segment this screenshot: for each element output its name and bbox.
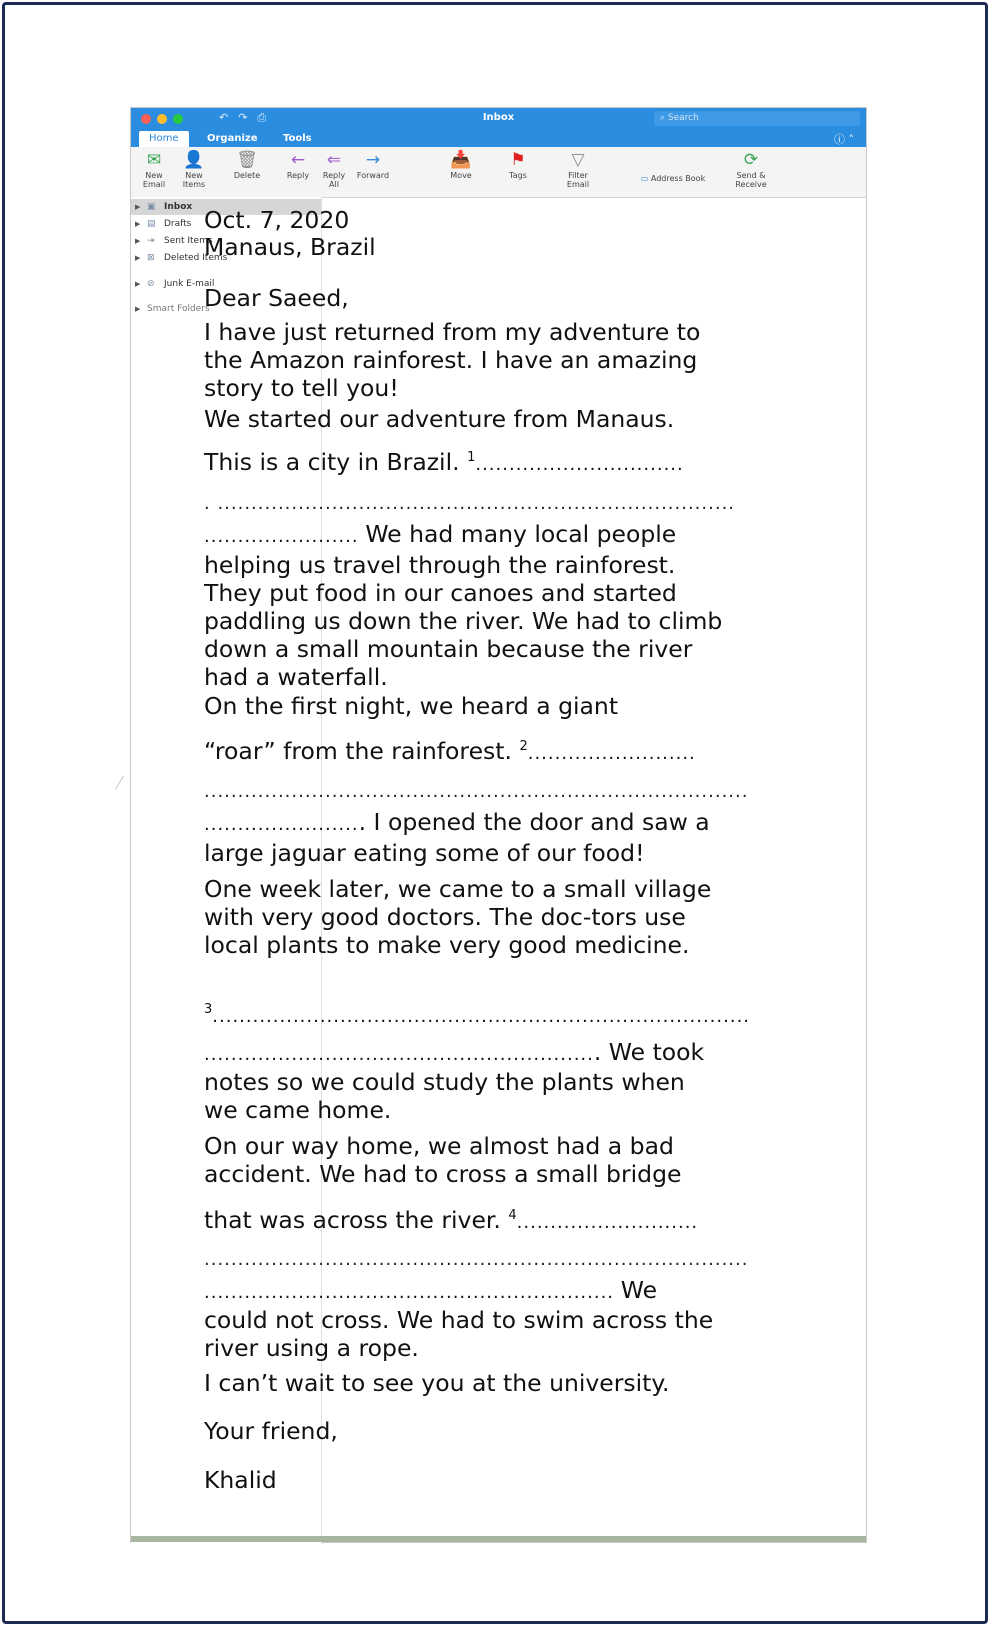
paragraph-12: I can’t wait to see you at the university. (204, 1369, 670, 1397)
paragraph-2: We started our adventure from Manaus. (204, 405, 675, 433)
tab-organize[interactable]: Organize (207, 133, 258, 144)
sent-icon: ⇥ (147, 236, 155, 246)
expand-arrow-icon[interactable]: ▶ (135, 237, 141, 245)
expand-arrow-icon[interactable]: ▶ (135, 203, 141, 211)
reply-all-button[interactable]: ⇐ Reply All (319, 149, 349, 189)
new-email-icon: ✉ (146, 150, 162, 170)
address-book-icon: ▭ (640, 174, 651, 183)
filter-email-button[interactable]: ▽ Filter Email (561, 149, 595, 189)
sidebar-item-smart-folders[interactable]: ▶ Smart Folders (131, 301, 321, 317)
paragraph-7: One week later, we came to a small village with very good doctors. The doc-tors use local plants to make very good medicine. (204, 875, 712, 959)
paragraph-5b: “roar” from the rainforest. $^2$......................... (204, 736, 696, 765)
window-title: Inbox (482, 112, 515, 123)
delete-button[interactable]: 🗑 Delete (229, 149, 265, 180)
filter-icon: ▽ (571, 150, 585, 170)
move-icon: 📥 (450, 150, 472, 170)
paragraph-4: ....................... We had many local people helping us travel through the rainforest. They put food in our canoes and started paddling us down the river. We had to climb down a small mountain because the river had a waterfall. (204, 520, 723, 691)
paragraph-3: This is a city in Brazil. $^1$............................... (204, 447, 684, 476)
paragraph-11: ............................................................. We (204, 1276, 658, 1304)
drafts-icon: ▤ (147, 219, 156, 229)
sidebar-item-deleted[interactable]: ▶ ⊠ Deleted Items (131, 250, 321, 266)
trash-icon: 🗑 (236, 150, 258, 170)
send-receive-icon: ⟳ (743, 150, 759, 170)
expand-arrow-icon[interactable]: ▶ (135, 280, 141, 288)
blank-number-4: 4 (508, 1208, 517, 1223)
forward-icon: → (365, 150, 381, 170)
blank-number-2: 2 (519, 739, 528, 754)
sidebar-item-junk[interactable]: ▶ ⊘ Junk E-mail (131, 276, 321, 292)
undo-redo-print-icons[interactable]: ↶↷⎙ (219, 111, 277, 124)
paragraph-8-number: $^3$................................................................................ (204, 1002, 751, 1027)
paragraph-6: ........................ I opened the door and saw a large jaguar eating some of our food! (204, 808, 710, 867)
search-icon: ⌕ (660, 113, 668, 123)
blank-line-2[interactable]: ................................................................................. (204, 781, 749, 802)
paragraph-5a: On the first night, we heard a giant (204, 692, 619, 720)
expand-arrow-icon[interactable]: ▶ (135, 254, 141, 262)
deleted-icon: ⊠ (147, 253, 155, 263)
paragraph-8: ........................................................... We took (204, 1038, 705, 1066)
blank-line-1[interactable]: . ............................................................................. (204, 493, 736, 514)
address-book-button[interactable]: ▭ Address Book (640, 174, 706, 183)
help-icon[interactable]: ⓘ ˄ (834, 133, 854, 146)
new-items-icon: 👤 (183, 150, 205, 170)
reply-all-icon: ⇐ (326, 150, 342, 170)
sidebar-item-drafts[interactable]: ▶ ▤ Drafts (131, 216, 321, 232)
sidebar-item-inbox[interactable]: ▶ ▣ Inbox (131, 199, 321, 215)
sidebar-item-sent[interactable]: ▶ ⇥ Sent Items (131, 233, 321, 249)
paragraph-11b: could not cross. We had to swim across the river using a rope. (204, 1306, 714, 1362)
reply-button[interactable]: ← Reply (283, 149, 313, 180)
blank-number-1: 1 (467, 450, 476, 465)
letter-date: Oct. 7, 2020 (204, 206, 350, 234)
paragraph-9: On our way home, we almost had a bad accident. We had to cross a small bridge (204, 1132, 682, 1188)
expand-arrow-icon[interactable]: ▶ (135, 220, 141, 228)
inbox-icon: ▣ (147, 202, 156, 212)
scan-artifact-icon: ⁄ (118, 773, 122, 794)
new-items-button[interactable]: 👤 New Items (175, 149, 213, 189)
blank-line-4[interactable]: ................................................................................. (204, 1249, 749, 1270)
tab-home[interactable]: Home (139, 131, 189, 147)
flag-icon: ⚑ (510, 150, 526, 170)
letter-closing: Your friend, (204, 1417, 338, 1445)
letter-place: Manaus, Brazil (204, 233, 376, 261)
paragraph-8b: notes so we could study the plants when we came home. (204, 1068, 685, 1124)
blank-number-3: 3 (204, 1002, 213, 1017)
move-button[interactable]: 📥 Move (443, 149, 479, 180)
bottom-strip (131, 1536, 866, 1542)
tab-tools[interactable]: Tools (283, 133, 312, 144)
ribbon-toolbar (131, 147, 866, 198)
search-input[interactable]: ⌕ Search (654, 111, 860, 126)
new-email-button[interactable]: ✉ New Email (137, 149, 171, 189)
forward-button[interactable]: → Forward (353, 149, 393, 180)
expand-arrow-icon[interactable]: ▶ (135, 305, 141, 313)
paragraph-1: I have just returned from my adventure to the Amazon rainforest. I have an amazing story to tell you! (204, 318, 701, 402)
title-bar (131, 108, 866, 129)
send-receive-button[interactable]: ⟳ Send & Receive (729, 149, 773, 189)
letter-greeting: Dear Saeed, (204, 284, 349, 312)
junk-icon: ⊘ (147, 279, 155, 289)
paragraph-10: that was across the river. $^4$........................... (204, 1205, 699, 1234)
tags-button[interactable]: ⚑ Tags (503, 149, 533, 180)
letter-signature: Khalid (204, 1466, 277, 1494)
ribbon-tabs (131, 129, 866, 147)
reply-icon: ← (290, 150, 306, 170)
